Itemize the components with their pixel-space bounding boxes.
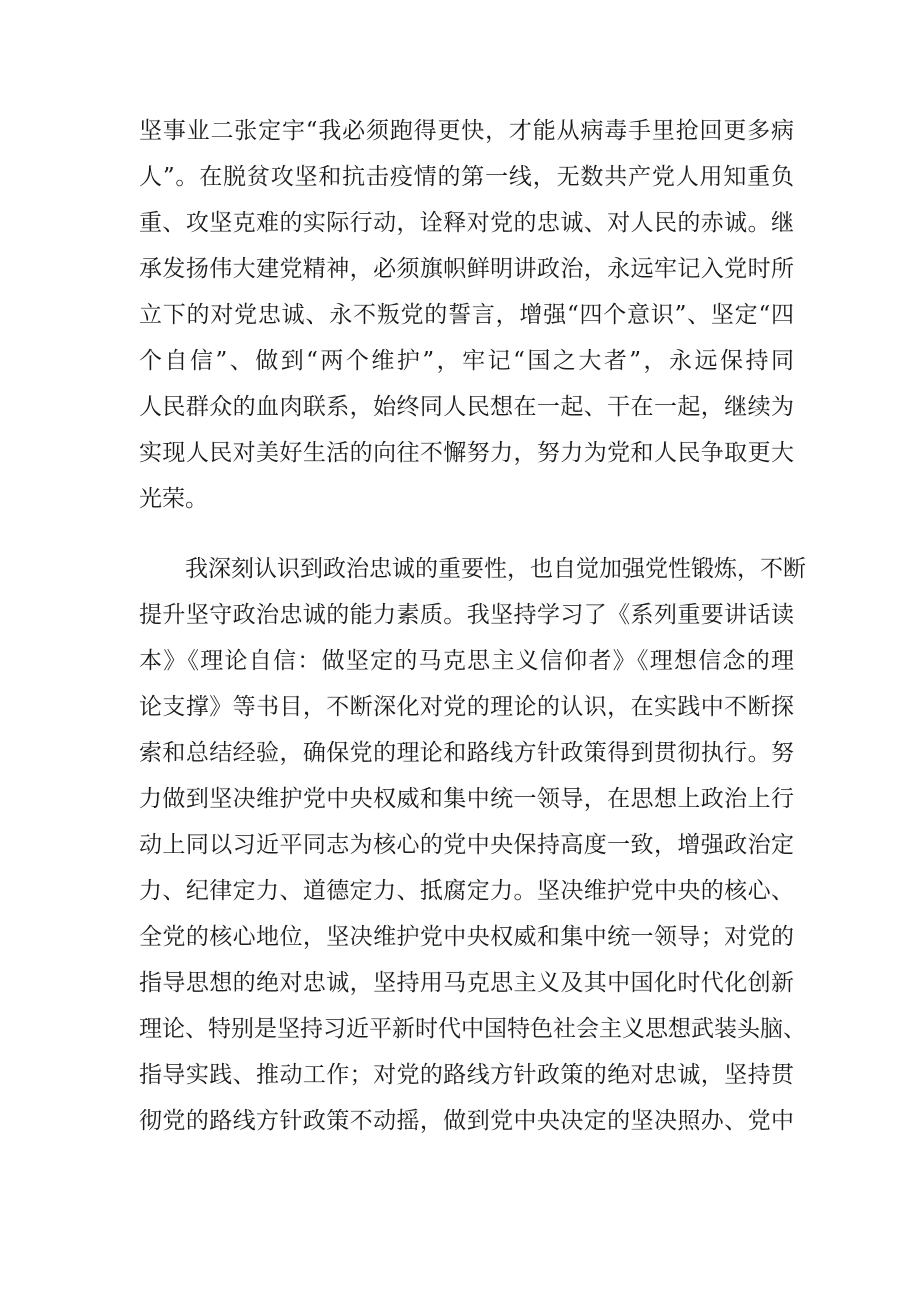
paragraph-line: 力做到坚决维护党中央权威和集中统一领导，在思想上政治上行 bbox=[139, 786, 794, 812]
paragraph-line: 动上同以习近平同志为核心的党中央保持高度一致，增强政治定 bbox=[139, 832, 794, 858]
paragraph-line: 重、攻坚克难的实际行动，诠释对党的忠诚、对人民的赤诚。继 bbox=[139, 210, 794, 236]
paragraph-line: 索和总结经验，确保党的理论和路线方针政策得到贯彻执行。努 bbox=[139, 740, 794, 766]
paragraph-line: 人民群众的血肉联系，始终同人民想在一起、干在一起，继续为 bbox=[139, 394, 794, 420]
paragraph-1 bbox=[139, 108, 794, 522]
paragraph-2 bbox=[139, 546, 806, 1144]
paragraph-line: 立下的对党忠诚、永不叛党的誓言，增强“四个意识”、坚定“四 bbox=[139, 302, 794, 328]
paragraph-line: 本》《理论自信：做坚定的马克思主义信仰者》《理想信念的理 bbox=[139, 648, 794, 674]
paragraph-line: 我深刻认识到政治忠诚的重要性，也自觉加强党性锻炼，不断 bbox=[185, 556, 806, 582]
paragraph-line: 理论、特别是坚持习近平新时代中国特色社会主义思想武装头脑、 bbox=[139, 1016, 806, 1042]
paragraph-line: 个自信”、做到“两个维护”，牢记“国之大者”，永远保持同 bbox=[139, 348, 794, 374]
paragraph-line: 光荣。 bbox=[139, 486, 208, 512]
paragraph-line: 提升坚守政治忠诚的能力素质。我坚持学习了《系列重要讲话读 bbox=[139, 602, 794, 628]
paragraph-line: 论支撑》等书目，不断深化对党的理论的认识，在实践中不断探 bbox=[139, 694, 794, 720]
paragraph-line: 彻党的路线方针政策不动摇，做到党中央决定的坚决照办、党中 bbox=[139, 1108, 794, 1134]
paragraph-line: 实现人民对美好生活的向往不懈努力，努力为党和人民争取更大 bbox=[139, 440, 794, 466]
paragraph-line: 承发扬伟大建党精神，必须旗帜鲜明讲政治，永远牢记入党时所 bbox=[139, 256, 794, 282]
paragraph-line: 人”。在脱贫攻坚和抗击疫情的第一线，无数共产党人用知重负 bbox=[139, 164, 794, 190]
paragraph-line: 全党的核心地位，坚决维护党中央权威和集中统一领导；对党的 bbox=[139, 924, 794, 950]
paragraph-line: 力、纪律定力、道德定力、抵腐定力。坚决维护党中央的核心、 bbox=[139, 878, 794, 904]
paragraph-line: 指导思想的绝对忠诚，坚持用马克思主义及其中国化时代化创新 bbox=[139, 970, 794, 996]
paragraph-line: 指导实践、推动工作；对党的路线方针政策的绝对忠诚，坚持贯 bbox=[139, 1062, 794, 1088]
paragraph-line: 坚事业二张定宇“我必须跑得更快，才能从病毒手里抢回更多病 bbox=[139, 118, 794, 144]
